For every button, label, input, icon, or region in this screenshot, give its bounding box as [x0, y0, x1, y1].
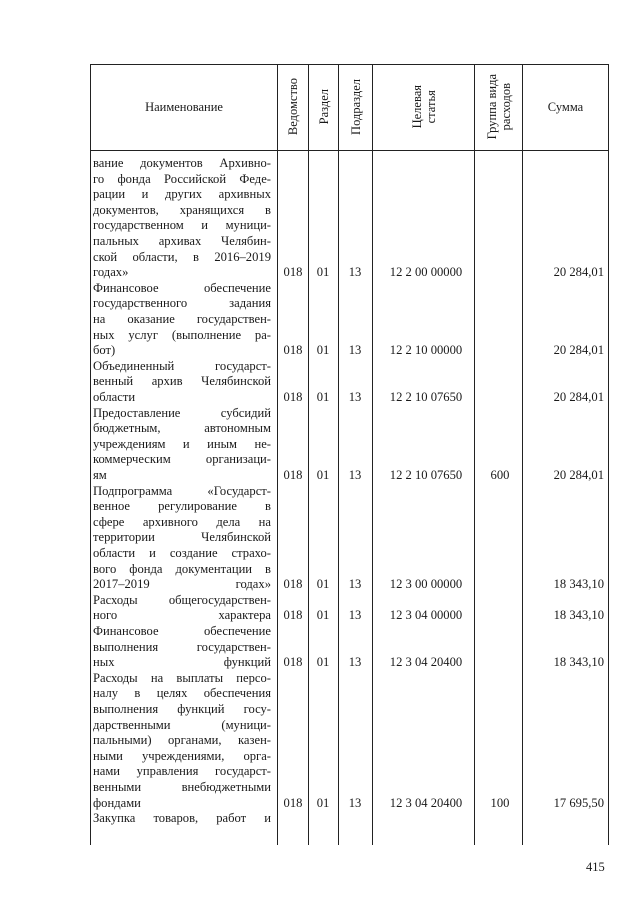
header-department-text: Ведомство [286, 78, 300, 136]
col-border-3 [338, 64, 339, 845]
row-section: 01 [316, 795, 330, 810]
row-name-line: 2017–2019 годах» [93, 577, 271, 592]
row-target-article: 12 2 10 07650 [389, 390, 463, 404]
row-name-line: ных функций [93, 655, 271, 670]
col-border-6 [522, 64, 523, 845]
row-subsection: 13 [348, 390, 362, 404]
row-name-line: рации и других архивных [93, 187, 271, 202]
row-name-line: области и создание страхо- [93, 545, 271, 560]
row-section: 01 [316, 577, 330, 592]
row-name-line: коммерческим организаци- [93, 452, 271, 467]
header-name [91, 64, 277, 150]
row-name-line: сфере архивного дела на [93, 514, 271, 529]
row-name-line: го фонда Российской Феде- [93, 171, 271, 186]
row-department: 018 [283, 795, 303, 810]
row-name-line: Объединенный государст- [93, 358, 271, 373]
row-name-line: Предоставление субсидий [93, 405, 271, 420]
row-name-line: фондами [93, 795, 141, 810]
header-expense-group [475, 64, 522, 150]
row-name [93, 624, 271, 671]
header-name-text: Наименование [145, 99, 223, 114]
row-name-line: документов, хранящихся в [93, 202, 271, 217]
row-name-line: Расходы общегосударствен- [93, 592, 271, 607]
row-name-line: Финансовое обеспечение [93, 280, 271, 295]
row-name-line: пальными) органами, казен- [93, 733, 271, 748]
row-name [93, 281, 271, 359]
row-name-line: ных услуг (выполнение ра- [93, 327, 271, 342]
col-border-7 [608, 64, 609, 845]
row-section: 01 [316, 655, 330, 670]
row-target-article: 12 2 10 00000 [389, 343, 463, 358]
row-name-line: дарственными (муници- [93, 717, 271, 732]
row-name-line: ного характера [93, 608, 271, 623]
row-name-line: Подпрограмма «Государст- [93, 483, 271, 498]
row-name-line: Финансовое обеспечение [93, 624, 271, 638]
row-name-line: вание документов Архивно- [93, 156, 271, 170]
row-department: 018 [283, 468, 303, 482]
col-border-4 [372, 64, 373, 845]
row-section: 01 [316, 265, 330, 280]
row-name-line: выполнения государствен- [93, 639, 271, 654]
budget-table [90, 64, 609, 845]
row-department: 018 [283, 608, 303, 623]
row-name [93, 593, 271, 624]
row-name [93, 671, 271, 811]
row-amount: 18 343,10 [553, 608, 604, 623]
row-name-line: государственного задания [93, 296, 271, 311]
row-name [93, 484, 271, 593]
row-department: 018 [283, 265, 303, 280]
row-target-article: 12 3 00 00000 [389, 577, 463, 592]
row-subsection: 13 [348, 608, 362, 623]
header-subsection [339, 64, 372, 150]
row-subsection: 13 [348, 468, 362, 482]
row-department: 018 [283, 343, 303, 358]
row-section: 01 [316, 608, 330, 623]
row-amount: 18 343,10 [553, 655, 604, 670]
row-amount: 20 284,01 [553, 468, 604, 482]
row-name-line: пальных архивах Челябин- [93, 233, 271, 248]
row-name-line: области [93, 389, 136, 404]
row-expense-group: 600 [490, 468, 510, 482]
row-name-line: ской области, в 2016–2019 [93, 249, 271, 264]
header-expense-group-text: Группа вида расходов [484, 74, 513, 140]
header-amount [523, 64, 608, 150]
row-section: 01 [316, 390, 330, 404]
header-section-text: Раздел [316, 89, 331, 125]
header-subsection-text: Подраздел [348, 79, 363, 135]
row-name-line: бот) [93, 343, 116, 358]
row-section: 01 [316, 343, 330, 358]
col-border-0 [90, 64, 91, 845]
row-name-line: ям [93, 467, 107, 482]
row-name-line: венное регулирование в [93, 499, 271, 514]
row-name [93, 406, 271, 484]
row-name-line: бюджетным, автономным [93, 421, 271, 436]
row-name-line: учреждениям и иным не- [93, 436, 271, 451]
row-subsection: 13 [348, 655, 362, 670]
row-name-line: венный архив Челябинской [93, 374, 271, 389]
row-amount: 20 284,01 [553, 343, 604, 358]
row-target-article: 12 3 04 20400 [389, 795, 463, 810]
row-name-line: венными внебюджетными [93, 779, 271, 794]
row-name-line: Расходы на выплаты персо- [93, 670, 271, 685]
row-department: 018 [283, 390, 303, 404]
header-target-article-text: Целевая статья [409, 85, 438, 129]
row-target-article: 12 2 00 00000 [389, 265, 463, 280]
header-amount-text: Сумма [547, 99, 584, 114]
row-name-line: нами управления государст- [93, 764, 271, 779]
row-amount: 20 284,01 [553, 265, 604, 280]
col-border-2 [308, 64, 309, 845]
row-amount: 20 284,01 [553, 390, 604, 404]
row-name [93, 156, 271, 281]
row-section: 01 [316, 468, 330, 482]
header-target-article [373, 64, 474, 150]
header-bottom-border [90, 150, 609, 151]
row-target-article: 12 3 04 00000 [389, 608, 463, 623]
row-subsection: 13 [348, 343, 362, 358]
row-name-line: налу в целях обеспечения [93, 686, 271, 701]
row-name-line: ными учреждениями, орга- [93, 748, 271, 763]
row-name-line: вого фонда документации в [93, 561, 271, 576]
row-amount: 17 695,50 [553, 795, 604, 810]
row-department: 018 [283, 655, 303, 670]
row-name-line: выполнения функций госу- [93, 701, 271, 716]
header-section [309, 64, 338, 150]
row-subsection: 13 [348, 795, 362, 810]
row-name-line: государственном и муници- [93, 218, 271, 233]
col-border-5 [474, 64, 475, 845]
row-name-line: годах» [93, 265, 129, 280]
row-expense-group: 100 [490, 795, 510, 810]
row-name [93, 359, 271, 406]
row-target-article: 12 2 10 07650 [389, 468, 463, 482]
row-name-line: на оказание государствен- [93, 311, 271, 326]
page-number: 415 [586, 860, 605, 874]
row-name-line: Закупка товаров, работ и [93, 811, 271, 826]
col-border-1 [277, 64, 278, 845]
row-department: 018 [283, 577, 303, 592]
row-name-line: территории Челябинской [93, 530, 271, 545]
header-department [278, 64, 308, 150]
row-subsection: 13 [348, 265, 362, 280]
row-amount: 18 343,10 [553, 577, 604, 592]
row-name [93, 811, 271, 827]
row-target-article: 12 3 04 20400 [389, 655, 463, 670]
row-subsection: 13 [348, 577, 362, 592]
